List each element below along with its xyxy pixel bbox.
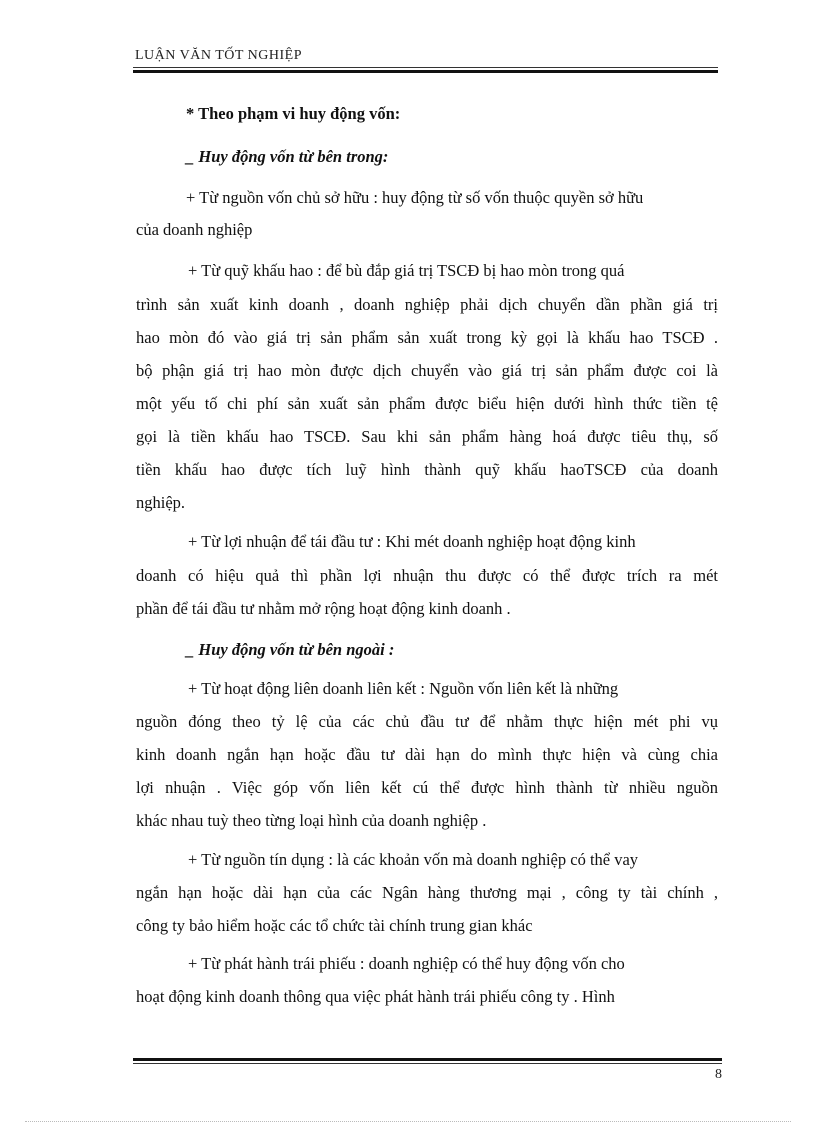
paragraph-line: + Từ hoạt động liên doanh liên kết : Nguồn vốn liên kết là những — [188, 679, 619, 698]
paragraph-line: kinh doanh ngắn hạn hoặc đầu tư dài hạn do mình thực hiện và cùng chia — [136, 745, 718, 764]
paragraph-line: bộ phận giá trị hao mòn được dịch chuyển vào giá trị sản phẩm được coi là — [136, 361, 718, 380]
paragraph-line: hoạt động kinh doanh thông qua việc phát hành trái phiếu công ty . Hình — [136, 987, 615, 1006]
paragraph-line: gọi là tiền khấu hao TSCĐ. Sau khi sản phẩm hàng hoá được tiêu thụ, số — [136, 427, 718, 446]
section-heading: * Theo phạm vi huy động vốn: — [186, 104, 401, 123]
paragraph-line: ngắn hạn hoặc dài hạn của các Ngân hàng thương mại , công ty tài chính , — [136, 883, 718, 902]
paragraph-line: công ty bảo hiểm hoặc các tổ chức tài chính trung gian khác — [136, 916, 533, 935]
page-header-title: LUẬN VĂN TỐT NGHIỆP — [135, 48, 302, 63]
footer-rule-thin — [133, 1063, 722, 1064]
paragraph-line: hao mòn đó vào giá trị sản phẩm sản xuất trong kỳ gọi là khấu hao TSCĐ . — [136, 328, 718, 347]
footer-rule-thick — [133, 1058, 722, 1061]
paragraph-line: + Từ phát hành trái phiếu : doanh nghiệp có thể huy động vốn cho — [188, 954, 625, 973]
header-rule-thick — [133, 70, 718, 73]
page-edge-dotted — [25, 1121, 791, 1122]
paragraph-line: phần để tái đầu tư nhằm mở rộng hoạt động kinh doanh . — [136, 599, 511, 618]
paragraph-line: một yếu tố chi phí sản xuất sản phẩm được biểu hiện dưới hình thức tiền tệ — [136, 394, 718, 413]
paragraph-line: khác nhau tuỳ theo từng loại hình của doanh nghiệp . — [136, 811, 487, 830]
page-number: 8 — [715, 1067, 722, 1082]
paragraph-line: + Từ nguồn tín dụng : là các khoản vốn mà doanh nghiệp có thể vay — [188, 850, 639, 869]
paragraph-line: trình sản xuất kinh doanh , doanh nghiệp phải dịch chuyển dần phần giá trị — [136, 295, 718, 314]
paragraph-line: nguồn đóng theo tỷ lệ của các chủ đầu tư để nhằm thực hiện mét phi vụ — [136, 712, 718, 731]
paragraph-line: doanh có hiệu quả thì phần lợi nhuận thu được có thể được trích ra mét — [136, 566, 718, 585]
paragraph-line: nghiệp. — [136, 493, 186, 512]
paragraph-line: + Từ nguồn vốn chủ sở hữu : huy động từ số vốn thuộc quyền sở hữu — [186, 188, 644, 207]
paragraph-line: của doanh nghiệp — [136, 220, 253, 239]
paragraph-line: lợi nhuận . Việc góp vốn liên kết cú thể được hình thành từ nhiều nguồn — [136, 778, 718, 797]
paragraph-line: + Từ lợi nhuận để tái đầu tư : Khi mét doanh nghiệp hoạt động kinh — [188, 532, 636, 551]
subheading-internal: _ Huy động vốn từ bên trong: — [186, 147, 389, 166]
paragraph-line: tiền khấu hao được tích luỹ hình thành quỹ khấu haoTSCĐ của doanh — [136, 460, 718, 479]
header-rule-thin — [133, 67, 718, 68]
subheading-external: _ Huy động vốn từ bên ngoài : — [186, 640, 395, 659]
paragraph-line: + Từ quỹ khấu hao : để bù đắp giá trị TSCĐ bị hao mòn trong quá — [188, 261, 625, 280]
